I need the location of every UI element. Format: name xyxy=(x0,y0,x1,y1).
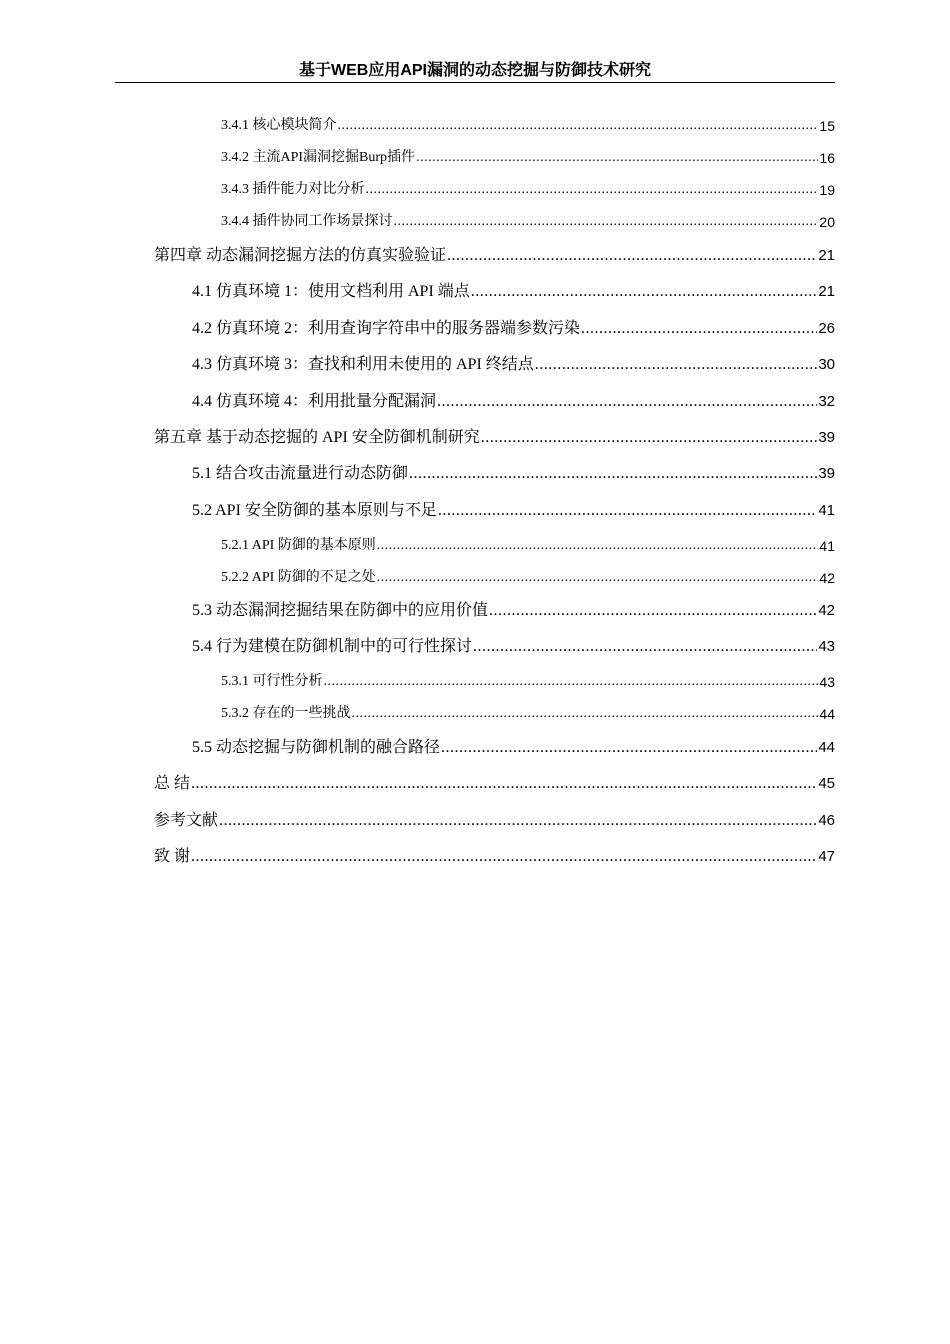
toc-dot-leader xyxy=(394,211,819,233)
toc-dot-leader xyxy=(324,671,819,693)
toc-dot-leader xyxy=(191,773,817,795)
toc-entry-title: 第四章 动态漏洞挖掘方法的仿真实验验证 xyxy=(154,247,447,264)
toc-entry-5-1[interactable] xyxy=(192,463,835,485)
toc-entry-page: 43 xyxy=(819,674,835,690)
toc-entry-title: 参考文献 xyxy=(154,812,219,829)
toc-entry-page: 45 xyxy=(818,775,835,792)
toc-entry-5-3-2[interactable] xyxy=(221,703,835,725)
toc-dot-leader xyxy=(219,810,817,832)
toc-entry-page: 46 xyxy=(818,812,835,829)
toc-dot-leader xyxy=(352,703,819,725)
toc-entry-title: 5.4 行为建模在防御机制中的可行性探讨 xyxy=(192,638,473,655)
toc-entry-title: 3.4.3 插件能力对比分析 xyxy=(221,182,365,197)
toc-entry-page: 16 xyxy=(819,150,835,166)
toc-entry-page: 26 xyxy=(818,320,835,337)
toc-entry-5-2[interactable] xyxy=(192,500,835,522)
toc-entry-title: 5.5 动态挖掘与防御机制的融合路径 xyxy=(192,739,441,756)
toc-entry-title: 5.1 结合攻击流量进行动态防御 xyxy=(192,465,409,482)
toc-entry-title: 3.4.4 插件协同工作场景探讨 xyxy=(221,214,393,229)
toc-dot-leader xyxy=(581,318,817,340)
toc-entry-page: 41 xyxy=(818,502,835,519)
toc-dot-leader xyxy=(377,535,819,557)
toc-entry-references[interactable] xyxy=(154,810,835,832)
toc-entry-3-4-4[interactable] xyxy=(221,211,835,233)
toc-entry-page: 30 xyxy=(818,356,835,373)
toc-entry-page: 21 xyxy=(818,283,835,300)
toc-entry-5-5[interactable] xyxy=(192,737,835,759)
toc-entry-title: 5.2.1 API 防御的基本原则 xyxy=(221,538,376,553)
toc-entry-page: 15 xyxy=(819,118,835,134)
toc-entry-title: 3.4.1 核心模块简介 xyxy=(221,118,337,133)
toc-entry-chapter-5[interactable] xyxy=(154,427,835,449)
toc-entry-title: 4.4 仿真环境 4：利用批量分配漏洞 xyxy=(192,393,437,410)
toc-dot-leader xyxy=(535,354,818,376)
toc-entry-page: 47 xyxy=(818,848,835,865)
toc-dot-leader xyxy=(416,147,818,169)
toc-entry-page: 42 xyxy=(819,570,835,586)
toc-entry-title: 5.3 动态漏洞挖掘结果在防御中的应用价值 xyxy=(192,602,489,619)
toc-entry-title: 致 谢 xyxy=(154,848,191,865)
toc-entry-page: 32 xyxy=(818,393,835,410)
toc-entry-page: 21 xyxy=(818,247,835,264)
toc-entry-4-3[interactable] xyxy=(192,354,835,376)
toc-entry-title: 5.2.2 API 防御的不足之处 xyxy=(221,570,376,585)
toc-entry-acknowledgements[interactable] xyxy=(154,846,835,868)
toc-entry-3-4-2[interactable] xyxy=(221,147,835,169)
toc-entry-3-4-1[interactable] xyxy=(221,115,835,137)
toc-entry-title: 第五章 基于动态挖掘的 API 安全防御机制研究 xyxy=(154,429,480,446)
toc-entry-4-2[interactable] xyxy=(192,318,835,340)
toc-entry-title: 5.3.2 存在的一些挑战 xyxy=(221,706,351,721)
toc-entry-page: 41 xyxy=(819,538,835,554)
toc-entry-page: 39 xyxy=(818,429,835,446)
toc-entry-title: 3.4.2 主流API漏洞挖掘Burp插件 xyxy=(221,150,416,165)
toc-entry-page: 39 xyxy=(818,465,835,482)
toc-dot-leader xyxy=(409,463,817,485)
toc-entry-title: 4.3 仿真环境 3：查找和利用未使用的 API 终结点 xyxy=(192,356,534,373)
toc-entry-3-4-3[interactable] xyxy=(221,179,835,201)
toc-entry-page: 44 xyxy=(819,706,835,722)
toc-entry-5-3[interactable] xyxy=(192,600,835,622)
page-header-title: 基于WEB应用API漏洞的动态挖掘与防御技术研究 xyxy=(298,62,651,79)
toc-dot-leader xyxy=(191,846,817,868)
toc-entry-page: 42 xyxy=(818,602,835,619)
toc-dot-leader xyxy=(366,179,819,201)
toc-entry-page: 43 xyxy=(818,638,835,655)
toc-dot-leader xyxy=(489,600,817,622)
toc-entry-title: 总 结 xyxy=(154,775,191,792)
toc-entry-title: 5.3.1 可行性分析 xyxy=(221,674,323,689)
toc-entry-page: 19 xyxy=(819,182,835,198)
toc-dot-leader xyxy=(471,281,818,303)
toc-dot-leader xyxy=(481,427,818,449)
toc-entry-5-2-2[interactable] xyxy=(221,567,835,589)
toc-entry-chapter-4[interactable] xyxy=(154,245,835,267)
toc-entry-page: 20 xyxy=(819,214,835,230)
toc-dot-leader xyxy=(338,115,819,137)
toc-entry-5-2-1[interactable] xyxy=(221,535,835,557)
toc-dot-leader xyxy=(377,567,819,589)
toc-entry-5-4[interactable] xyxy=(192,636,835,658)
toc-dot-leader xyxy=(438,500,817,522)
toc-dot-leader xyxy=(447,245,817,267)
toc-dot-leader xyxy=(473,636,817,658)
toc-entry-summary[interactable] xyxy=(154,773,835,795)
toc-dot-leader xyxy=(437,391,817,413)
toc-entry-title: 5.2 API 安全防御的基本原则与不足 xyxy=(192,502,437,519)
toc-dot-leader xyxy=(441,737,817,759)
toc-entry-title: 4.2 仿真环境 2：利用查询字符串中的服务器端参数污染 xyxy=(192,320,581,337)
toc-entry-page: 44 xyxy=(818,739,835,756)
toc-entry-4-4[interactable] xyxy=(192,391,835,413)
toc-entry-4-1[interactable] xyxy=(192,281,835,303)
toc-entry-title: 4.1 仿真环境 1：使用文档利用 API 端点 xyxy=(192,283,470,300)
toc-entry-5-3-1[interactable] xyxy=(221,671,835,693)
